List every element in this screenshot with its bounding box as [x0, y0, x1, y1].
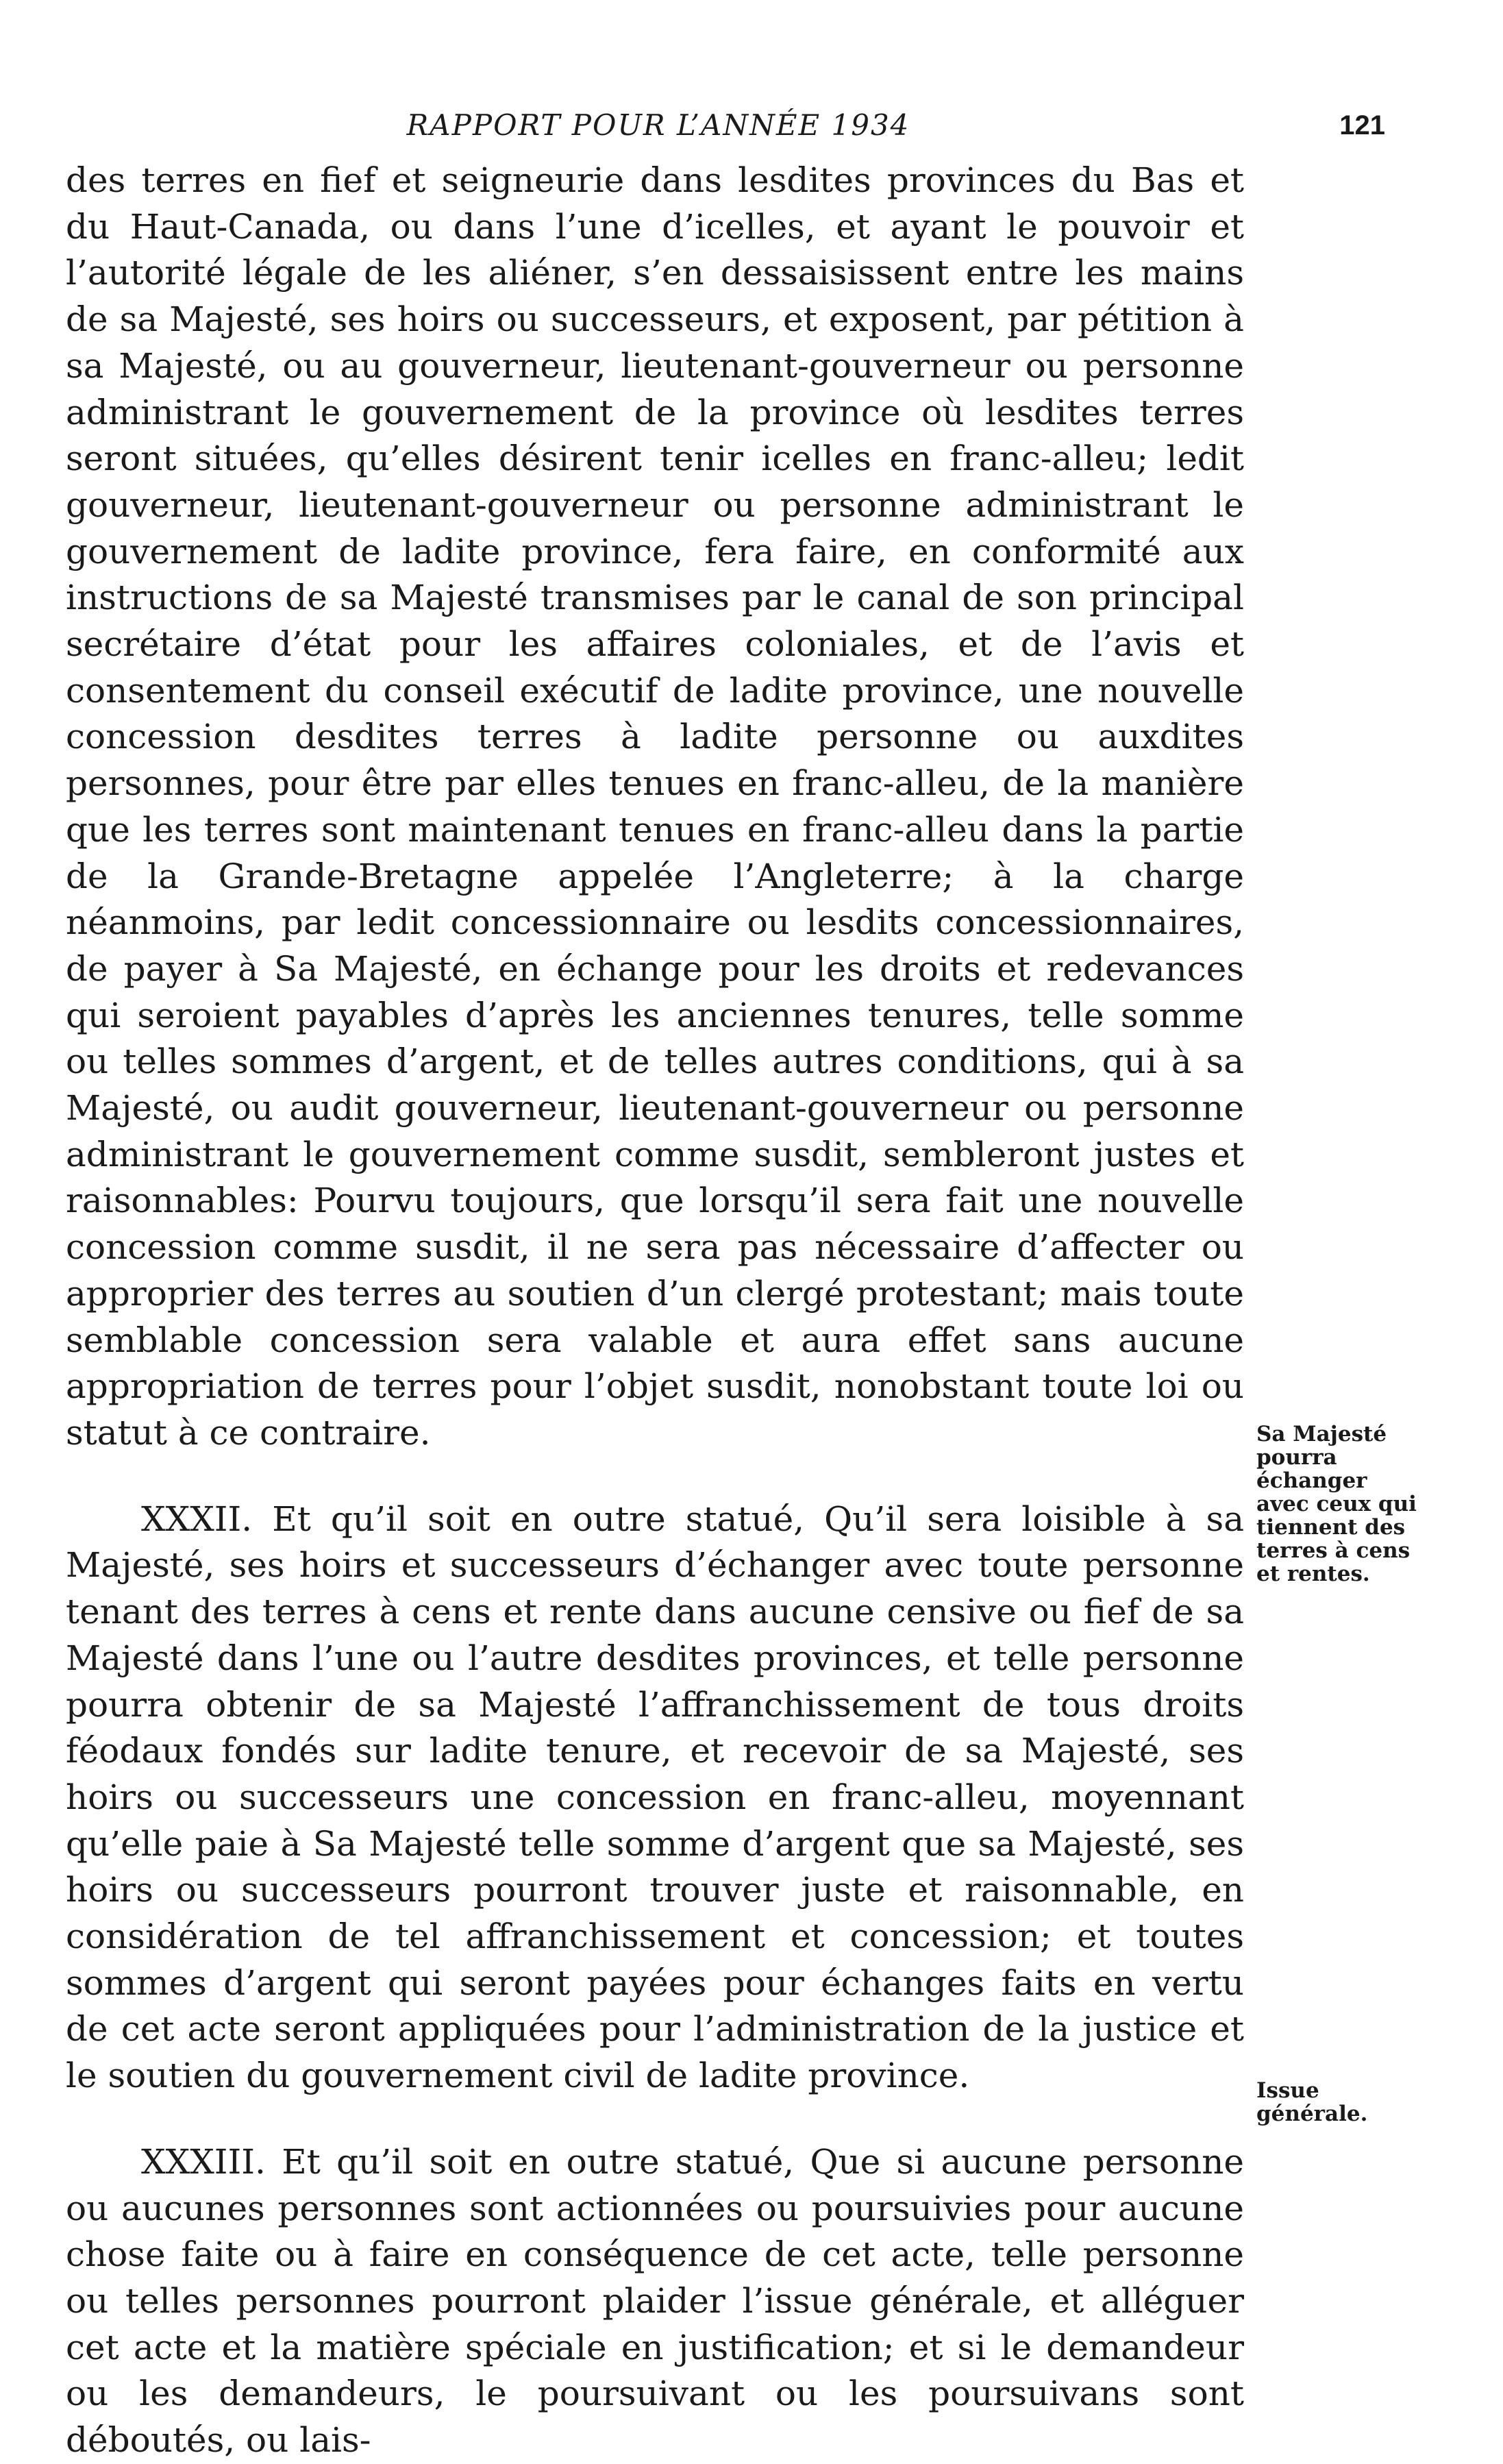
page-header — [66, 101, 1385, 149]
paragraph-continuation: des terres en fief et seigneurie dans lesdites provinces du Bas et du Haut-Canada, ou dans l’une d’icelles, et ayant le pouvoir et l’autorité légale de les aliéner, s’en dessaisissent entre les mains de sa Majesté, ses hoirs ou successeurs, et exposent, par pétition à sa Majesté, ou au gouverneur, lieutenant-gouverneur ou personne administrant le gouvernement de la province où lesdites terres seront situées, qu’elles désirent tenir icelles en franc-alleu; ledit gouverneur, lieutenant-gouverneur ou personne administrant le gouvernement de ladite province, fera faire, en conformité aux instructions de sa Majesté transmises par le canal de son principal secrétaire d’état pour les affaires coloniales, et de l’avis et consentement du conseil exécutif de ladite province, une nouvelle concession desdites terres à ladite personne ou auxdites personnes, pour être par elles tenues en franc-alleu, de la manière que les terres sont maintenant tenues en franc-alleu dans la partie de la Grande-Bretagne appelée l’Angleterre; à la charge néanmoins, par ledit concessionnaire ou lesdits concessionnaires, de payer à Sa Majesté, en échange pour les droits et redevances qui seroient payables d’après les anciennes tenures, telle somme ou telles sommes d’argent, et de telles autres conditions, qui à sa Majesté, ou audit gouverneur, lieutenant-gouverneur ou personne administrant le gouvernement comme susdit, sembleront justes et raisonnables: Pourvu toujours, que lorsqu’il sera fait une nouvelle concession comme susdit, il ne sera pas nécessaire d’affecter ou approprier des terres au soutien d’un clergé protestant; mais toute semblable concession sera valable et aura effet sans aucune appropriation de terres pour l’objet susdit, nonobstant toute loi ou statut à ce contraire. — [66, 160, 1244, 1453]
page-number: 121 — [1339, 110, 1385, 140]
body-text — [66, 158, 1244, 2464]
margin-note-exchange: Sa Majesté pourra échanger avec ceux qui tiennent des terres à cens et rentes. — [1256, 1422, 1417, 1586]
paragraph-section-xxxii: XXXII. Et qu’il soit en outre statué, Qu’il sera loisible à sa Majesté, ses hoirs et successeurs d’échanger avec toute personne tenant des terres à cens et rente dans aucune censive ou fief de sa Majesté dans l’une ou l’autre desdites provinces, et telle personne pourra obtenir de sa Majesté l’affranchissement de tous droits féodaux fondés sur ladite tenure, et recevoir de sa Majesté, ses hoirs ou successeurs une concession en franc-alleu, moyennant qu’elle paie à Sa Majesté telle somme d’argent que sa Majesté, ses hoirs ou successeurs pourront trouver juste et raisonnable, en considération de tel affranchissement et concession; et toutes sommes d’argent qui seront payées pour échanges faits en vertu de cet acte seront appliquées pour l’administration de la justice et le soutien du gouvernement civil de ladite province. — [66, 1499, 1244, 2096]
running-head: RAPPORT POUR L’ANNÉE 1934 — [406, 108, 910, 142]
paragraph-section-xxxiii: XXXIII. Et qu’il soit en outre statué, Que si aucune personne ou aucunes personnes sont actionnées ou poursuivies pour aucune chose faite ou à faire en conséquence de cet acte, telle personne ou telles personnes pourront plaider l’issue générale, et alléguer cet acte et la matière spéciale en justification; et si le demandeur ou les demandeurs, le poursuivant ou les poursuivans sont déboutés, ou lais- — [66, 2141, 1244, 2461]
margin-note-general-issue: Issue générale. — [1256, 2078, 1368, 2126]
